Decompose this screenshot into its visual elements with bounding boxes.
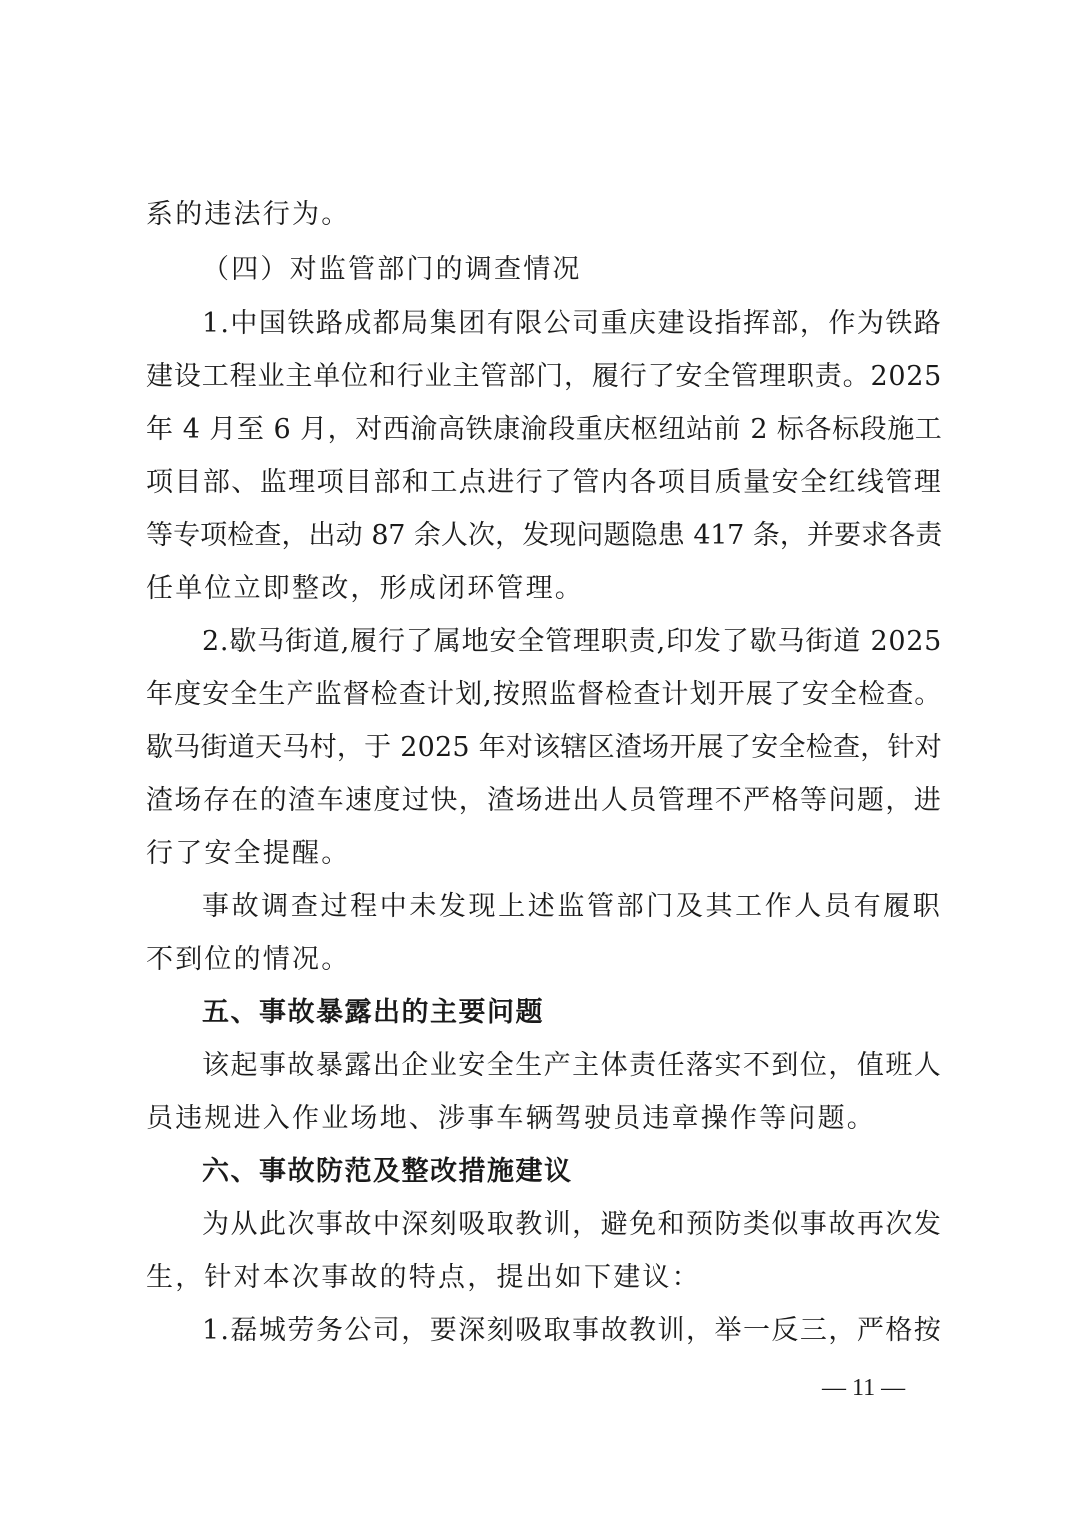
- body-text-line: 员违规进入作业场地、涉事车辆驾驶员违章操作等问题。: [146, 1103, 876, 1134]
- body-text-line: 项目部、监理项目部和工点进行了管内各项目质量安全红线管理: [146, 467, 942, 498]
- section-heading: 五、事故暴露出的主要问题: [202, 997, 544, 1028]
- page-number: — 11 —: [822, 1375, 906, 1401]
- body-text-line: 生，针对本次事故的特点，提出如下建议：: [146, 1262, 701, 1293]
- body-text-line: 1.中国铁路成都局集团有限公司重庆建设指挥部，作为铁路: [202, 308, 942, 339]
- body-text-line: 事故调查过程中未发现上述监管部门及其工作人员有履职: [202, 891, 942, 922]
- body-text-line: 等专项检查，出动 87 余人次，发现问题隐患 417 条，并要求各责: [146, 520, 942, 551]
- body-text-line: 1.磊城劳务公司，要深刻吸取事故教训，举一反三，严格按: [202, 1315, 942, 1346]
- body-text-line: 该起事故暴露出企业安全生产主体责任落实不到位，值班人: [202, 1050, 942, 1081]
- body-text-line: 年度安全生产监督检查计划,按照监督检查计划开展了安全检查。: [146, 679, 942, 710]
- body-text-line: 歇马街道天马村，于 2025 年对该辖区渣场开展了安全检查，针对: [146, 732, 942, 763]
- subsection-heading: （四）对监管部门的调查情况: [202, 254, 582, 285]
- body-text-line: 行了安全提醒。: [146, 838, 351, 869]
- body-text-line: 系的违法行为。: [146, 199, 351, 230]
- body-text-line: 建设工程业主单位和行业主管部门，履行了安全管理职责。2025: [146, 361, 942, 392]
- body-text-line: 2.歇马街道,履行了属地安全管理职责,印发了歇马街道 2025: [202, 626, 942, 657]
- body-text-line: 年 4 月至 6 月，对西渝高铁康渝段重庆枢纽站前 2 标各标段施工: [146, 414, 942, 445]
- body-text-line: 任单位立即整改，形成闭环管理。: [146, 573, 584, 604]
- section-heading: 六、事故防范及整改措施建议: [202, 1156, 573, 1187]
- body-text-line: 不到位的情况。: [146, 944, 351, 975]
- body-text-line: 渣场存在的渣车速度过快，渣场进出人员管理不严格等问题，进: [146, 785, 942, 816]
- body-text-line: 为从此次事故中深刻吸取教训，避免和预防类似事故再次发: [202, 1209, 942, 1240]
